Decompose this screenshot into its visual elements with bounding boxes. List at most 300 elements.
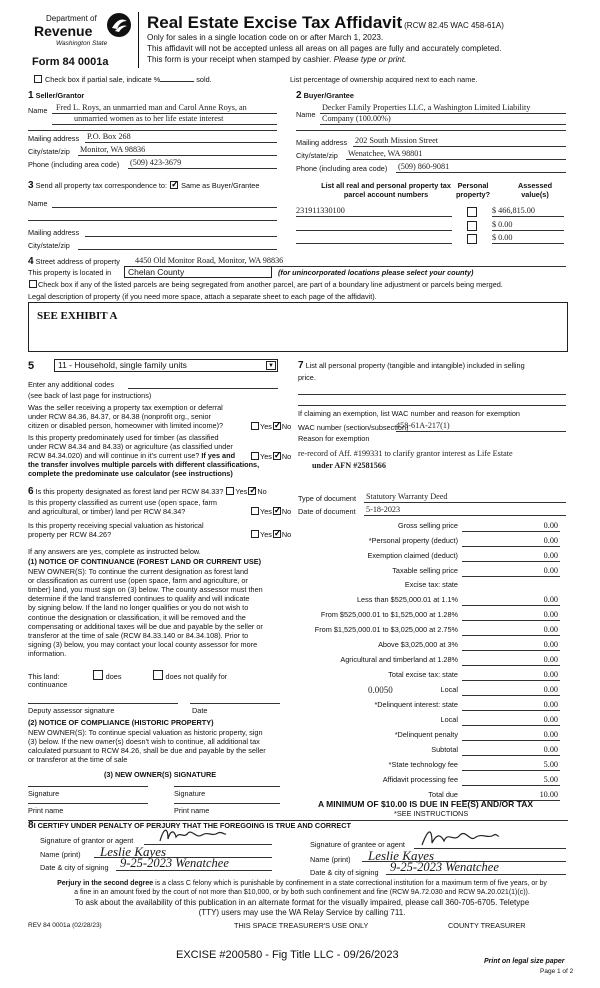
sec3-name-label: Name xyxy=(28,199,48,208)
sec3-num: 3 xyxy=(28,180,34,191)
doc-type-field[interactable] xyxy=(364,492,566,503)
owner-signature-label-1: Signature xyxy=(28,789,60,798)
historic-no-checkbox[interactable] xyxy=(273,530,281,538)
wac-field[interactable] xyxy=(396,421,566,432)
header-note-2: This affidavit will not be accepted unless all areas on all pages are fully and accurately completed. xyxy=(147,44,502,53)
assessed-value: $ 0.00 xyxy=(492,220,513,229)
sec3-name-field[interactable] xyxy=(52,207,277,208)
legal-description-box[interactable] xyxy=(28,302,568,352)
partial-sale-sold: sold. xyxy=(196,75,212,84)
partial-sale-label: Check box if partial sale, indicate % xyxy=(45,75,161,84)
calc-row xyxy=(298,685,560,698)
deputy-label: Deputy assessor signature xyxy=(28,706,115,715)
calc-value[interactable]: 10.00 xyxy=(462,790,560,801)
buyer-blank-line xyxy=(296,130,566,131)
sec3-heading xyxy=(28,180,259,193)
n1-line: signing (3) below, you may contact your local county assessor for more xyxy=(28,639,258,649)
calc-label: Total due xyxy=(428,790,458,799)
calc-value[interactable]: 0.00 xyxy=(462,745,560,756)
land-use-value: 11 - Household, single family units xyxy=(58,360,187,370)
county-label: This property is located in xyxy=(28,268,112,277)
grantee-signature-icon xyxy=(420,827,500,849)
parcel-header-1: List all real and personal property tax xyxy=(321,181,451,190)
calc-row xyxy=(298,730,560,743)
calc-value[interactable]: 0.00 xyxy=(462,566,560,577)
calc-row xyxy=(298,715,560,728)
calc-label: Above $3,025,000 at 3% xyxy=(378,640,458,649)
codes-label xyxy=(28,380,114,389)
codes-text: Enter any additional codes xyxy=(28,380,114,389)
historic-yes-checkbox[interactable] xyxy=(251,530,259,538)
yes-label: Yes xyxy=(260,530,272,539)
buyer-name-line2[interactable] xyxy=(320,114,566,125)
q-line: Is this property classified as current use (open space, farm xyxy=(28,498,217,507)
calc-label: Taxable selling price xyxy=(392,566,458,575)
calc-row xyxy=(298,521,560,534)
grantor-name: Leslie Kayes xyxy=(100,844,167,859)
yes-label: Yes xyxy=(260,507,272,516)
historic-answers xyxy=(250,530,291,539)
seller-mail-label: Mailing address xyxy=(28,134,80,143)
personal-property-checkbox[interactable] xyxy=(467,221,477,231)
calc-value[interactable]: 0.00 xyxy=(462,700,560,711)
grantor-date-field[interactable] xyxy=(116,856,272,871)
calc-label: Subtotal xyxy=(431,745,458,754)
local-rate: 0.0050 xyxy=(368,685,393,695)
calc-label: Total excise tax: state xyxy=(388,670,458,679)
seller-name-line1[interactable] xyxy=(52,103,277,114)
seller-heading xyxy=(28,90,84,103)
buyer-mail-field[interactable] xyxy=(353,136,566,147)
calc-label: Excise tax: state xyxy=(404,580,458,589)
calc-row xyxy=(298,745,560,758)
grantee-date: 9-25-2023 Wenatchee xyxy=(390,860,499,874)
q1-no-checkbox[interactable] xyxy=(273,422,281,430)
q2b-line: complete the predominate use calculator (see instructions) xyxy=(28,469,233,479)
q2-answers xyxy=(250,452,291,461)
no-label: No xyxy=(281,452,292,461)
n1-line: information. xyxy=(28,648,67,658)
dept-line3: Washington State xyxy=(56,40,108,47)
sec4-num: 4 xyxy=(28,256,34,267)
buyer-mail: 202 South Mission Street xyxy=(355,136,439,145)
doc-type-label: Type of document xyxy=(298,494,357,503)
n2-line: NEW OWNER(S): To continue special valuation as historic property, sign xyxy=(28,728,263,737)
seller-name-label: Name xyxy=(28,106,48,115)
q2b-line: If yes and xyxy=(201,451,236,461)
assessed-value-field[interactable] xyxy=(492,233,564,244)
q1-line: Was the seller receiving a property tax exemption or deferral xyxy=(28,403,223,412)
cert-rule xyxy=(28,820,568,821)
seller-mail: P.O. Box 268 xyxy=(87,132,131,141)
county-treasurer: COUNTY TREASURER xyxy=(448,921,526,930)
deputy-date-line[interactable] xyxy=(190,703,280,704)
grantee-date-label: Date & city of signing xyxy=(310,868,379,877)
deputy-signature-line[interactable] xyxy=(28,703,178,704)
perjury-text: is a class C felony which is punishable by confinement in a state correctional institution for a maximum term of five years, or by xyxy=(155,880,547,887)
calc-label: *State technology fee xyxy=(388,760,458,769)
n1-line: or classification as current use (open space, farm and agriculture, or xyxy=(28,576,248,586)
sec5-q2 xyxy=(28,433,273,479)
seller-phone-label: Phone (including area code) xyxy=(28,160,120,169)
owner-print-label-2: Print name xyxy=(174,806,210,815)
buyer-name-label: Name xyxy=(296,110,316,119)
seller-city: Monitor, WA 98836 xyxy=(80,145,146,154)
calc-label: *Delinquent interest: state xyxy=(374,700,458,709)
assessed-value-field[interactable] xyxy=(492,206,564,217)
seller-num: 1 xyxy=(28,90,34,101)
no-label: No xyxy=(281,530,292,539)
current-use-answers xyxy=(250,507,291,516)
grantee-signature-field[interactable] xyxy=(414,835,566,849)
print-legal-note: Print on legal size paper xyxy=(484,958,565,965)
current-use-yes-checkbox[interactable] xyxy=(251,507,259,515)
calc-row xyxy=(298,580,560,593)
sec6-q1-text: Is this property designated as forest land per RCW 84.33? xyxy=(35,487,224,496)
perjury-bold: Perjury in the second degree xyxy=(57,880,154,887)
header-note-1: Only for sales in a single location code on or after March 1, 2023. xyxy=(147,33,384,42)
sec3-mail-label: Mailing address xyxy=(28,228,80,237)
calc-row xyxy=(298,640,560,653)
calc-value[interactable]: 0.00 xyxy=(462,551,560,562)
parcel-row-3 xyxy=(296,233,568,247)
calc-label: *Personal property (deduct) xyxy=(368,536,458,545)
calc-value[interactable]: 0.00 xyxy=(462,625,560,636)
calc-row xyxy=(298,670,560,683)
calc-row xyxy=(298,610,560,623)
same-as-buyer-checkbox[interactable] xyxy=(170,181,178,189)
q1-yes-checkbox[interactable] xyxy=(251,422,259,430)
parcel-row-1 xyxy=(296,206,568,220)
does-checkbox[interactable] xyxy=(93,670,103,680)
codes-note: (see back of last page for instructions) xyxy=(28,391,152,400)
buyer-phone: (509) 860-9081 xyxy=(398,162,450,171)
sec6-num: 6 xyxy=(28,486,34,497)
personal-property-checkbox[interactable] xyxy=(467,207,477,217)
buyer-city-label: City/state/zip xyxy=(296,151,338,160)
continuance-label: continuance xyxy=(28,680,68,689)
calc-label: Agricultural and timberland at 1.28% xyxy=(340,655,458,664)
seller-name-line2[interactable] xyxy=(52,114,277,125)
no-label: No xyxy=(257,487,267,496)
reason-label: Reason for exemption xyxy=(298,434,370,443)
owner-signature-line-1[interactable] xyxy=(28,786,148,787)
calc-value[interactable]: 0.00 xyxy=(462,536,560,547)
page-number: Page 1 of 2 xyxy=(540,968,574,975)
dept-line1: Department of xyxy=(46,14,97,23)
buyer-title: Buyer/Grantee xyxy=(303,91,354,100)
sec7-line: List all personal property (tangible and intangible) included in selling xyxy=(305,361,525,370)
n1-line: compensating or additional taxes will be due and payable by the seller or xyxy=(28,621,263,631)
grantor-name-label: Name (print) xyxy=(40,850,81,859)
buyer-name-1: Decker Family Properties LLC, a Washington Limited Liability xyxy=(322,103,531,112)
yes-label: Yes xyxy=(260,422,272,431)
calc-label: Exemption claimed (deduct) xyxy=(367,551,458,560)
notice2-body xyxy=(28,728,280,764)
calc-value[interactable]: 0.00 xyxy=(462,685,560,696)
not-qualify-label: does not qualify for xyxy=(165,672,228,681)
sec3-city-field[interactable] xyxy=(78,249,277,250)
calc-row xyxy=(298,551,560,564)
yes-label: Yes xyxy=(260,452,272,461)
access-line-1: To ask about the availability of this publication in an alternate format for the visually impaired, please call 360-705-6705. Teletype xyxy=(74,898,530,907)
buyer-phone-field[interactable] xyxy=(396,162,566,173)
buyer-phone-label: Phone (including area code) xyxy=(296,164,388,173)
seller-blank-line xyxy=(28,130,277,131)
rev-number: REV 84 0001a (02/28/23) xyxy=(28,922,102,929)
n1-line: by signing below. If the land no longer qualifies or you do not wish to xyxy=(28,603,249,613)
yes-label: Yes xyxy=(235,487,248,496)
does-label: does xyxy=(105,672,122,681)
calc-row xyxy=(298,775,560,788)
minimum-due: A MINIMUM OF $10.00 IS DUE IN FEE(S) AND/OR TAX xyxy=(318,799,534,809)
exempt-label: If claiming an exemption, list WAC number and reason for exemption xyxy=(298,409,520,418)
doc-date-field[interactable] xyxy=(364,505,566,516)
owner-print-line-2[interactable] xyxy=(174,803,280,804)
revenue-logo-icon xyxy=(106,12,132,38)
perjury-warning xyxy=(14,880,590,898)
buyer-name-line1[interactable] xyxy=(320,103,566,114)
calc-row xyxy=(298,566,560,579)
parcel-row-2 xyxy=(296,220,568,234)
dept-line2: Revenue xyxy=(34,23,93,39)
q2-line: Is this property predominately used for timber (as classified xyxy=(28,433,219,442)
land-label: This land: xyxy=(28,672,60,681)
n2-line: or transferor at the time of sale xyxy=(28,755,128,765)
doc-date-label: Date of document xyxy=(298,507,356,516)
legal-description: SEE EXHIBIT A xyxy=(37,310,118,322)
sec7-line: price. xyxy=(298,372,316,382)
seller-city-label: City/state/zip xyxy=(28,147,70,156)
q2-line: RCW 84.34.020) and will continue in it's current use? xyxy=(28,451,200,461)
calc-value[interactable]: 0.00 xyxy=(462,655,560,666)
perjury-text-2: a fine in an amount fixed by the court of not more than $10,000, or by both such confinement and fine (RCW 9A.72.030 and RCW 9A.20.021(1)(c)). xyxy=(74,888,530,896)
segregated-label: Check box if any of the listed parcels are being segregated from another parcel, are part of a boundary line adjustment or parcels being merged. xyxy=(38,280,503,289)
parcel-header-2: parcel account numbers xyxy=(343,190,429,200)
notice1-body xyxy=(28,567,280,658)
accessibility-note xyxy=(14,898,590,918)
calc-value[interactable]: 0.00 xyxy=(462,670,560,681)
notice1-title: (1) NOTICE OF CONTINUANCE (FOREST LAND OR CURRENT USE) xyxy=(28,557,262,566)
calc-value[interactable]: 0.00 xyxy=(462,730,560,741)
no-label: No xyxy=(281,507,292,516)
certify-text: I CERTIFY UNDER PENALTY OF PERJURY THAT THE FOREGOING IS TRUE AND CORRECT xyxy=(33,821,351,830)
n1-line: continue the designation or classification, it will be removed and the xyxy=(28,612,246,622)
wac-number: 458-61A-217(1) xyxy=(396,421,450,430)
sec7-label xyxy=(298,360,568,382)
form-title-block xyxy=(147,12,504,33)
calc-label: Less than $525,000.01 at 1.1% xyxy=(356,595,458,604)
calc-row xyxy=(298,595,560,608)
grantor-date: 9-25-2023 Wenatchee xyxy=(120,856,229,870)
calc-label: From $525,000.01 to $1,525,000 at 1.28% xyxy=(320,610,458,619)
notice3-title: (3) NEW OWNER(S) SIGNATURE xyxy=(104,770,217,779)
q2b-line: the transfer involves multiple parcels with different classifications, xyxy=(28,460,260,470)
n1-line: NEW OWNER(S): To continue the current designation as forest land xyxy=(28,567,249,576)
header-note-3 xyxy=(147,55,406,65)
calc-value[interactable]: 0.00 xyxy=(462,640,560,651)
does-not-qualify-checkbox[interactable] xyxy=(153,670,163,680)
q2-line: under RCW 84.34 and 84.33) or agriculture (as classified under xyxy=(28,442,233,452)
grantee-name-label: Name (print) xyxy=(310,855,351,864)
street-label: Street address of property xyxy=(35,257,120,266)
ownership-note: List percentage of ownership acquired next to each name. xyxy=(290,75,478,84)
grantor-date-label: Date & city of signing xyxy=(40,863,109,872)
county-note: (for unincorporated locations please select your county) xyxy=(278,268,474,277)
q1-line: under RCW 84.36, 84.37, or 84.38 (nonprofit org., senior xyxy=(28,412,211,422)
owner-signature-label-2: Signature xyxy=(174,789,206,798)
same-as-buyer-label: Same as Buyer/Grantee xyxy=(181,181,260,190)
n1-line: determine if the land transferred continues to qualify and will indicate xyxy=(28,594,250,604)
assessed-value: $ 0.00 xyxy=(492,233,513,242)
sec8-num: 8 xyxy=(28,820,34,831)
calc-row xyxy=(298,700,560,713)
land-use-select[interactable] xyxy=(54,359,278,372)
seller-name-2: unmarried women as to her life estate interest xyxy=(74,114,224,123)
q-line: property per RCW 84.26? xyxy=(28,530,112,540)
wac-label: WAC number (section/subsection) xyxy=(298,423,409,432)
assessed-header xyxy=(504,181,566,199)
reason-line-2: under AFN #2581566 xyxy=(312,461,386,470)
calc-value[interactable]: 0.00 xyxy=(462,715,560,726)
buyer-name-2: Company (100.00%) xyxy=(322,114,391,123)
calc-label: Local xyxy=(440,715,458,724)
grantee-date-field[interactable] xyxy=(386,860,566,875)
form-rcw: (RCW 82.45 WAC 458-61A) xyxy=(404,21,504,30)
n2-line: (3) below. If the new owner(s) doesn't wish to continue, all additional tax xyxy=(28,737,260,747)
assessed-header-1: Assessed xyxy=(517,181,553,190)
owner-print-label-1: Print name xyxy=(28,806,64,815)
calc-row xyxy=(298,655,560,668)
street-address: 4450 Old Monitor Road, Monitor, WA 98836 xyxy=(135,256,284,265)
buyer-num: 2 xyxy=(296,90,302,101)
treasurer-use-only: THIS SPACE TREASURER'S USE ONLY xyxy=(234,921,369,930)
seller-mail-field[interactable] xyxy=(85,132,277,143)
assessed-value-field[interactable] xyxy=(492,220,564,231)
buyer-heading xyxy=(296,90,354,103)
seller-city-field[interactable] xyxy=(78,145,277,156)
q-line: and agricultural, or timber) land per RCW 84.34? xyxy=(28,507,186,517)
buyer-city: Wenatchee, WA 98801 xyxy=(348,149,423,158)
calc-label: Affidavit processing fee xyxy=(382,775,458,784)
sec6-note: If any answers are yes, complete as instructed below. xyxy=(28,547,201,556)
calc-label: Gross selling price xyxy=(397,521,458,530)
sec6-q3 xyxy=(28,521,204,539)
calc-value[interactable]: 0.00 xyxy=(462,521,560,532)
parcel-number-field[interactable] xyxy=(296,220,452,231)
dor-logo xyxy=(34,12,134,56)
n2-line: calculated pursuant to RCW 84.26, shall be due and payable by the seller xyxy=(28,746,266,756)
excise-stamp: EXCISE #200580 - Fig Title LLC - 09/26/2023 xyxy=(176,949,399,961)
sec3-city-label: City/state/zip xyxy=(28,241,70,250)
segregated-row xyxy=(28,280,503,289)
calc-row xyxy=(298,536,560,549)
doc-date: 5-18-2023 xyxy=(366,505,401,514)
sec3-mail-field[interactable] xyxy=(85,236,277,237)
calc-value[interactable]: 0.00 xyxy=(462,595,560,606)
grantee-sig-label: Signature of grantee or agent xyxy=(310,840,405,849)
sec5-num: 5 xyxy=(28,360,35,372)
sec7-num: 7 xyxy=(298,360,304,371)
personal-property-lines[interactable] xyxy=(298,384,566,406)
header-note-3b: Please type or print. xyxy=(333,55,407,64)
q2-no-checkbox[interactable] xyxy=(273,452,281,460)
seller-name-1: Fred L. Roys, an unmarried man and Carol Anne Roys, an xyxy=(56,103,247,112)
grantee-name: Leslie Kayes xyxy=(368,848,435,863)
sec3-label: Send all property tax correspondence to: xyxy=(35,181,168,190)
form-number: Form 84 0001a xyxy=(32,56,109,68)
calc-row xyxy=(298,625,560,638)
segregated-checkbox[interactable] xyxy=(29,280,37,288)
form-title: Real Estate Excise Tax Affidavit xyxy=(147,13,403,32)
owner-print-line-1[interactable] xyxy=(28,803,148,804)
forest-no-checkbox[interactable] xyxy=(248,487,256,495)
deputy-date-label: Date xyxy=(192,706,208,715)
assessed-header-2: value(s) xyxy=(521,190,549,200)
buyer-city-field[interactable] xyxy=(346,149,566,160)
see-instructions: *SEE INSTRUCTIONS xyxy=(394,809,469,818)
grantor-signature-field[interactable] xyxy=(144,831,272,845)
calc-label: From $1,525,000.01 to $3,025,000 at 2.75% xyxy=(314,625,458,634)
personal-header xyxy=(448,181,498,199)
q1-line: citizen or disabled person, homeowner with limited income)? xyxy=(28,421,224,431)
county-select[interactable]: Chelan County xyxy=(124,266,272,278)
q2-yes-checkbox[interactable] xyxy=(251,452,259,460)
assessed-value: $ 466,815.00 xyxy=(492,206,535,215)
seller-phone-field[interactable] xyxy=(128,158,277,169)
calc-label: Local xyxy=(440,685,458,694)
calc-label: *Delinquent penalty xyxy=(394,730,458,739)
grantor-signature-icon xyxy=(158,825,228,845)
parcel-number: 231911330100 xyxy=(296,206,345,215)
calc-value[interactable]: 5.00 xyxy=(462,775,560,786)
personal-property-checkbox[interactable] xyxy=(467,234,477,244)
forest-yes-checkbox[interactable] xyxy=(226,487,234,495)
calc-value[interactable]: 0.00 xyxy=(462,610,560,621)
sec4-street xyxy=(28,256,120,269)
header-divider xyxy=(138,12,139,68)
sec3-blank-line xyxy=(28,220,277,221)
sec5-q1 xyxy=(28,403,253,430)
notice2-title: (2) NOTICE OF COMPLIANCE (HISTORIC PROPERTY) xyxy=(28,718,214,727)
owner-signature-line-2[interactable] xyxy=(174,786,280,787)
partial-sale xyxy=(33,75,212,84)
doc-type: Statutory Warranty Deed xyxy=(366,492,448,501)
personal-header-2: property? xyxy=(455,190,491,200)
parcel-number-field[interactable] xyxy=(296,206,452,217)
chevron-down-icon[interactable]: ▼ xyxy=(266,361,276,370)
grantor-sig-label: Signature of grantor or agent xyxy=(40,836,134,845)
n1-line: transferor at the time of sale (RCW 84.33.140 or 84.34.108). Prior to xyxy=(28,630,249,640)
q1-answers xyxy=(250,422,291,431)
n1-line: timber) land, you must sign on (3) below. The county assessor must then xyxy=(28,585,263,595)
access-line-2: (TTY) users may use the WA Relay Service by calling 711. xyxy=(198,908,406,917)
codes-field[interactable] xyxy=(128,388,278,389)
q-line: Is this property receiving special valuation as historical xyxy=(28,521,204,530)
seller-title: Seller/Grantor xyxy=(35,91,85,100)
reason-line-1: re-record of Aff. #199331 to clarify grantor interest as Life Estate xyxy=(298,449,513,458)
header-note-3a: This form is your receipt when stamped by cashier. xyxy=(147,55,332,64)
current-use-no-checkbox[interactable] xyxy=(273,507,281,515)
calc-value[interactable]: 5.00 xyxy=(462,760,560,771)
sec6-q1 xyxy=(28,486,267,499)
personal-header-1: Personal xyxy=(457,181,489,190)
seller-phone: (509) 423-3679 xyxy=(130,158,182,167)
partial-sale-checkbox[interactable] xyxy=(34,75,42,83)
legal-label: Legal description of property (if you need more space, attach a separate sheet to each page of the affidavit). xyxy=(28,292,377,301)
no-label: No xyxy=(281,422,292,431)
parcel-number-field[interactable] xyxy=(296,233,452,244)
